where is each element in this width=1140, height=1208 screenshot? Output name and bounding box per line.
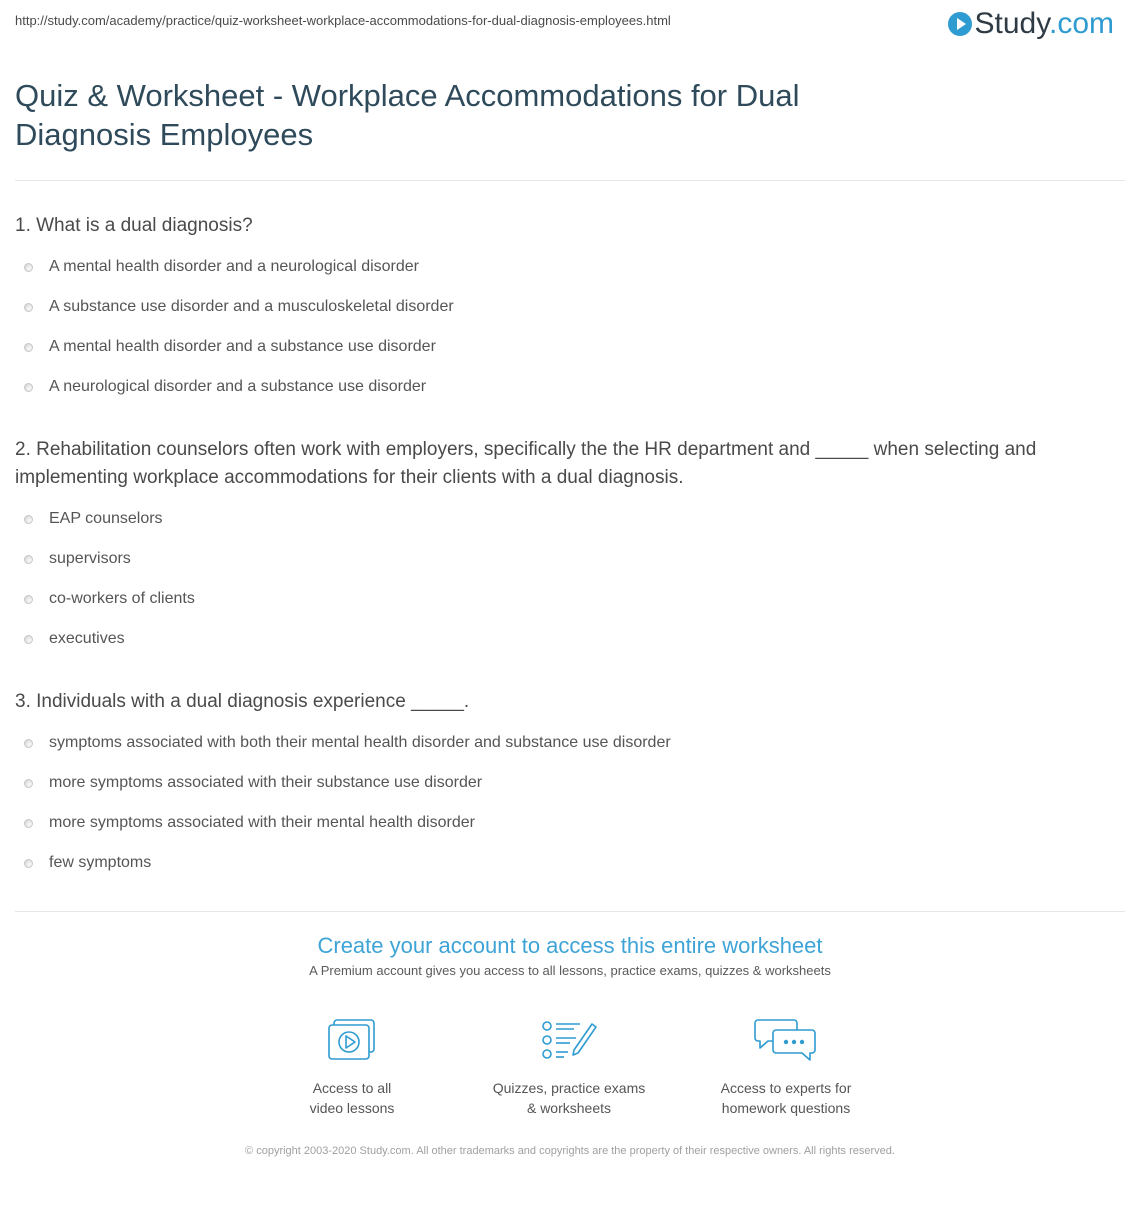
- question-3: [15, 688, 1115, 883]
- answer-label: symptoms associated with both their mental health disorder and substance use disorder: [49, 734, 671, 751]
- answer-label: A substance use disorder and a musculoskeletal disorder: [49, 298, 454, 315]
- answer-option[interactable]: [15, 327, 1115, 367]
- logo-text: [974, 8, 1114, 40]
- radio-button[interactable]: [24, 859, 33, 868]
- radio-button[interactable]: [24, 555, 33, 564]
- radio-button[interactable]: [24, 819, 33, 828]
- logo-brand: Study: [974, 7, 1049, 40]
- feature-line-2: video lessons: [309, 1100, 395, 1116]
- question-text: 3. Individuals with a dual diagnosis experience _____.: [15, 691, 470, 712]
- answer-label: A mental health disorder and a substance use disorder: [49, 338, 436, 355]
- radio-button[interactable]: [24, 303, 33, 312]
- feature-video-lessons: [252, 1018, 452, 1118]
- answer-label: co-workers of clients: [49, 590, 195, 607]
- feature-line-1: Access to all: [312, 1080, 392, 1096]
- feature-experts: [686, 1018, 886, 1118]
- question-2: [15, 436, 1115, 659]
- answer-option[interactable]: [15, 843, 1115, 883]
- feature-quizzes: [469, 1018, 669, 1118]
- radio-button[interactable]: [24, 383, 33, 392]
- radio-button[interactable]: [24, 343, 33, 352]
- answer-label: A mental health disorder and a neurological disorder: [49, 258, 420, 275]
- question-1: [15, 212, 1115, 407]
- answer-option[interactable]: [15, 619, 1115, 659]
- feature-line-1: Access to experts for: [720, 1080, 852, 1096]
- answer-option[interactable]: [15, 579, 1115, 619]
- feature-line-2: homework questions: [721, 1100, 851, 1116]
- radio-button[interactable]: [24, 515, 33, 524]
- answer-option[interactable]: [15, 723, 1115, 763]
- divider-top: [15, 180, 1125, 181]
- logo-suffix: .com: [1048, 7, 1114, 40]
- cta-subtitle: A Premium account gives you access to all lessons, practice exams, quizzes & worksheets: [309, 963, 831, 978]
- answer-list: [15, 499, 1115, 659]
- answer-option[interactable]: [15, 247, 1115, 287]
- signup-cta: [0, 933, 1140, 978]
- answer-option[interactable]: [15, 367, 1115, 407]
- answer-label: few symptoms: [49, 854, 152, 871]
- radio-button[interactable]: [24, 635, 33, 644]
- question-text: 1. What is a dual diagnosis?: [15, 215, 253, 236]
- radio-button[interactable]: [24, 739, 33, 748]
- feature-line-2: & worksheets: [526, 1100, 612, 1116]
- video-lessons-icon: [326, 1018, 378, 1062]
- answer-label: more symptoms associated with their substance use disorder: [49, 774, 483, 791]
- answer-list: [15, 247, 1115, 407]
- feature-line-1: Quizzes, practice exams: [492, 1080, 646, 1096]
- answer-option[interactable]: [15, 803, 1115, 843]
- answer-list: [15, 723, 1115, 883]
- radio-button[interactable]: [24, 263, 33, 272]
- answer-label: EAP counselors: [49, 510, 163, 527]
- answer-option[interactable]: [15, 287, 1115, 327]
- divider-bottom: [15, 911, 1125, 912]
- page-title: Quiz & Worksheet - Workplace Accommodations for Dual Diagnosis Employees: [15, 78, 800, 152]
- answer-option[interactable]: [15, 763, 1115, 803]
- answer-option[interactable]: [15, 539, 1115, 579]
- answer-label: more symptoms associated with their mental health disorder: [49, 814, 475, 831]
- study-logo[interactable]: [948, 8, 1114, 40]
- worksheet-checklist-icon: [540, 1018, 598, 1062]
- answer-label: supervisors: [49, 550, 131, 567]
- answer-label: executives: [49, 630, 125, 647]
- question-text: 2. Rehabilitation counselors often work with employers, specifically the the HR department and _____ when selecting and implementing workplace accommodations for their clients with a dual diagnosis.: [15, 439, 1037, 488]
- page-url: http://study.com/academy/practice/quiz-worksheet-workplace-accommodations-for-dual-diagnosis-employees.html: [15, 13, 671, 28]
- chat-bubbles-icon: [754, 1018, 818, 1062]
- play-logo-icon: [948, 12, 972, 36]
- radio-button[interactable]: [24, 779, 33, 788]
- copyright-notice: © copyright 2003-2020 Study.com. All other trademarks and copyrights are the property of their respective owners. All rights reserved.: [245, 1145, 895, 1157]
- answer-option[interactable]: [15, 499, 1115, 539]
- radio-button[interactable]: [24, 595, 33, 604]
- answer-label: A neurological disorder and a substance use disorder: [49, 378, 427, 395]
- cta-title[interactable]: Create your account to access this entire worksheet: [317, 933, 823, 958]
